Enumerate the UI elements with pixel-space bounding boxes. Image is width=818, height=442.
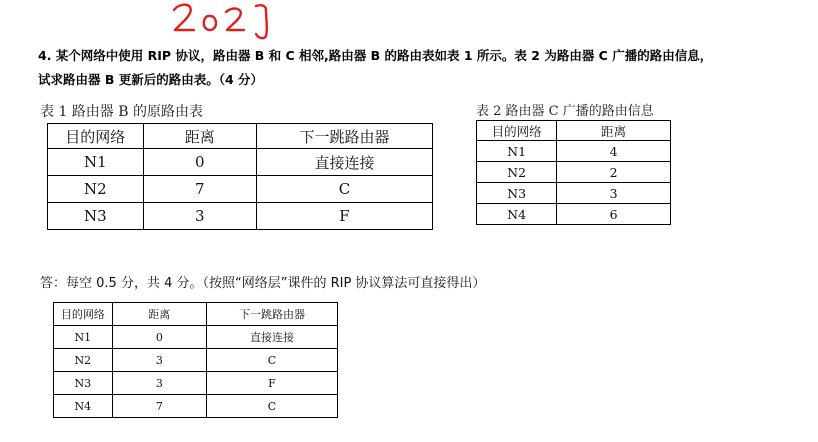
table-cell: 直接连接: [256, 149, 432, 176]
table2-caption: 表 2 路由器 C 广播的路由信息: [476, 104, 654, 119]
table-header-row: [48, 124, 433, 149]
header-cell: 距离: [143, 124, 256, 149]
question-text: [38, 44, 808, 92]
question-line-2: 试求路由器 B 更新后的路由表。（4 分）: [38, 72, 264, 87]
table-row: [477, 162, 671, 183]
table1-caption: 表 1 路由器 B 的原路由表: [40, 104, 203, 120]
table-header-row: [477, 121, 671, 141]
table-cell: 0: [143, 149, 256, 176]
table-row: [54, 395, 338, 418]
header-cell: 目的网络: [54, 303, 113, 326]
table-row: [48, 176, 433, 203]
handwritten-note: [172, 0, 282, 40]
header-cell: 距离: [557, 121, 671, 141]
question-line-1: 4. 某个网络中使用 RIP 协议，路由器 B 和 C 相邻,路由器 B 的路由表如表 1 所示。表 2 为路由器 C 广播的路由信息，: [38, 48, 713, 63]
table-cell: 直接连接: [206, 326, 337, 349]
table-cell: 4: [557, 141, 671, 162]
table-cell: C: [206, 395, 337, 418]
table-cell: C: [206, 349, 337, 372]
table-cell: 3: [112, 372, 206, 395]
table-row: [54, 326, 338, 349]
table-row: [54, 349, 338, 372]
header-cell: 目的网络: [477, 121, 557, 141]
header-cell: 目的网络: [48, 124, 144, 149]
table-cell: N4: [54, 395, 113, 418]
table-header-row: [54, 303, 338, 326]
table-cell: 7: [143, 176, 256, 203]
table-cell: 0: [112, 326, 206, 349]
table-row: [477, 141, 671, 162]
table-cell: F: [256, 203, 432, 230]
table-cell: 2: [557, 162, 671, 183]
table-cell: 3: [557, 183, 671, 204]
table-cell: 6: [557, 204, 671, 225]
table-cell: N2: [477, 162, 557, 183]
table-cell: N4: [477, 204, 557, 225]
table-cell: N2: [48, 176, 144, 203]
table-cell: N1: [54, 326, 113, 349]
table-cell: 3: [143, 203, 256, 230]
table-cell: N1: [477, 141, 557, 162]
header-cell: 下一跳路由器: [206, 303, 337, 326]
table-cell: 3: [112, 349, 206, 372]
table-row: [54, 372, 338, 395]
answer-text: 答：每空 0.5 分，共 4 分。（按照“网络层”课件的 RIP 协议算法可直接得出）: [40, 276, 486, 291]
table-cell: N1: [48, 149, 144, 176]
header-cell: 距离: [112, 303, 206, 326]
table-cell: F: [206, 372, 337, 395]
table-cell: N3: [477, 183, 557, 204]
table2-router-c-broadcast: [476, 120, 671, 225]
table-cell: N3: [48, 203, 144, 230]
table3-updated-routing: [53, 302, 338, 418]
table1-original-routing: [47, 123, 433, 230]
table-cell: 7: [112, 395, 206, 418]
table-row: [477, 183, 671, 204]
header-cell: 下一跳路由器: [256, 124, 432, 149]
handwritten-note-drawing: [172, 0, 282, 40]
table-cell: N3: [54, 372, 113, 395]
table-row: [477, 204, 671, 225]
table-row: [48, 203, 433, 230]
table-cell: N2: [54, 349, 113, 372]
table-row: [48, 149, 433, 176]
table-cell: C: [256, 176, 432, 203]
